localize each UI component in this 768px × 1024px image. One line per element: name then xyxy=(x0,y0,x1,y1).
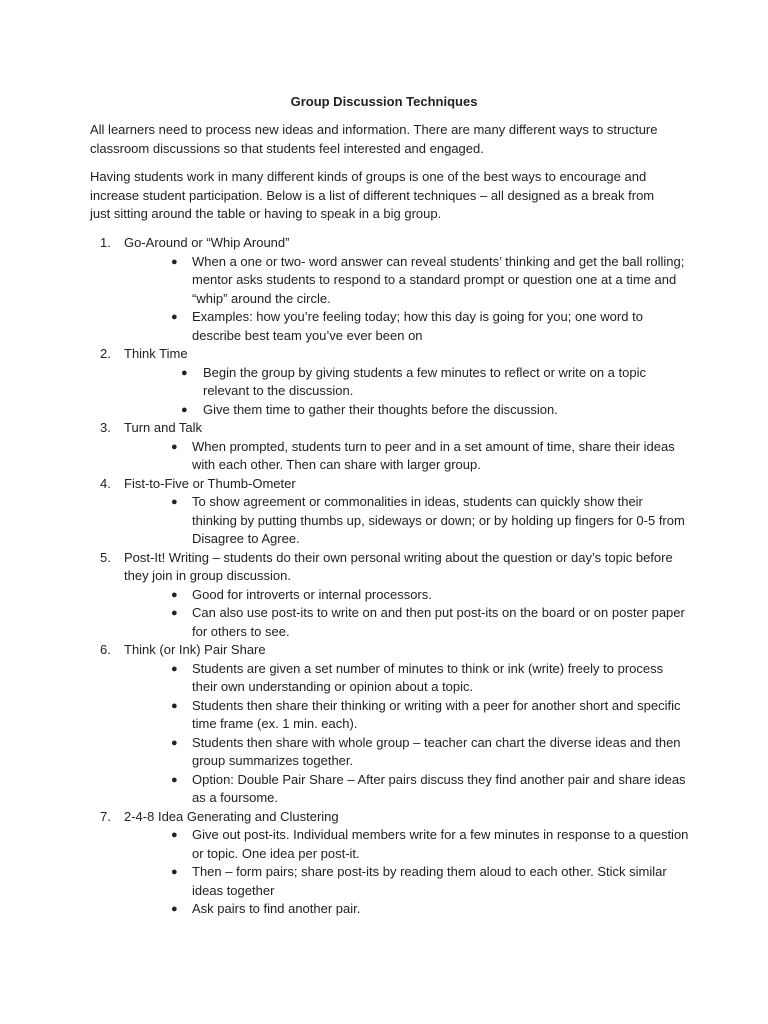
bullet-icon: ● xyxy=(171,588,178,601)
sub-list-item xyxy=(124,308,690,345)
bullet-icon: ● xyxy=(171,255,178,268)
item-label: Fist-to-Five or Thumb-Ometer xyxy=(124,475,296,491)
item-label: Think Time xyxy=(124,346,188,361)
sub-item-text: Students then share with whole group – teacher can chart the diverse ideas and then group summarizes together. xyxy=(192,734,681,768)
sub-item-text: To show agreement or commonalities in ideas, students can quickly show their thinking by putting thumbs up, sideways or down; or by holding up fingers for 0-5 from Disagree to Agree. xyxy=(192,494,685,546)
list-item xyxy=(90,419,690,475)
sub-list xyxy=(124,826,690,919)
sub-list-item xyxy=(124,697,690,734)
document-title: Group Discussion Techniques xyxy=(290,94,478,109)
techniques-list xyxy=(90,234,690,919)
sub-list-item xyxy=(124,586,690,605)
sub-list-item xyxy=(124,826,690,863)
list-item xyxy=(90,549,690,642)
sub-item-text: Option: Double Pair Share – After pairs discuss they find another pair and share ideas as a foursome. xyxy=(192,771,686,805)
item-number: 4. xyxy=(100,475,111,491)
item-number: 3. xyxy=(100,420,111,435)
sub-list-item xyxy=(124,253,690,309)
list-item xyxy=(90,641,690,808)
sub-list-item xyxy=(124,771,690,808)
sub-list-item xyxy=(124,364,690,401)
sub-list xyxy=(124,253,690,346)
item-label: Go-Around or “Whip Around” xyxy=(124,235,290,250)
sub-item-text: Give them time to gather their thoughts before the discussion. xyxy=(203,401,558,417)
item-number: 5. xyxy=(100,549,111,565)
list-item xyxy=(90,808,690,919)
bullet-icon: ● xyxy=(171,773,178,786)
sub-list-item xyxy=(124,401,690,420)
item-label: Post-It! Writing – students do their own personal writing about the question or day’s topic before they join in group discussion. xyxy=(124,549,673,583)
sub-list-item xyxy=(124,863,690,900)
bullet-icon: ● xyxy=(171,662,178,675)
intro-paragraph-2: Having students work in many different kinds of groups is one of the best ways to encourage and increase student participation. Below is a list of different techniques – all designed as a break from just sitting around the table or having to speak in a big group. xyxy=(90,169,655,221)
sub-list-item xyxy=(124,900,690,919)
sub-item-text: When a one or two- word answer can reveal students’ thinking and get the ball rolling; mentor asks students to respond to a standard prompt or question one at a time and “whip” around the circle. xyxy=(192,253,685,306)
sub-list-item xyxy=(124,660,690,697)
intro-paragraph-1: All learners need to process new ideas and information. There are many different ways to structure classroom discussions so that students feel interested and engaged. xyxy=(90,122,658,156)
sub-item-text: Then – form pairs; share post-its by reading them aloud to each other. Stick similar ideas together xyxy=(192,864,667,898)
bullet-icon: ● xyxy=(181,403,188,416)
list-item xyxy=(90,475,690,549)
sub-list xyxy=(124,438,690,475)
bullet-icon: ● xyxy=(171,607,178,619)
sub-item-text: Good for introverts or internal processors. xyxy=(192,586,432,602)
sub-list-item xyxy=(124,438,690,475)
sub-list xyxy=(124,493,690,549)
item-number: 1. xyxy=(100,235,111,250)
item-label: Think (or Ink) Pair Share xyxy=(124,642,266,657)
item-label: Turn and Talk xyxy=(124,420,203,435)
sub-list xyxy=(124,364,690,420)
bullet-icon: ● xyxy=(171,829,178,841)
bullet-icon: ● xyxy=(171,699,178,712)
bullet-icon: ● xyxy=(171,903,178,915)
sub-list xyxy=(124,586,690,642)
item-number: 6. xyxy=(100,642,111,657)
sub-item-text: Can also use post-its to write on and then put post-its on the board or on poster paper for others to see. xyxy=(192,605,685,639)
item-label: 2-4-8 Idea Generating and Clustering xyxy=(124,808,339,824)
sub-item-text: Ask pairs to find another pair. xyxy=(192,901,361,916)
list-item xyxy=(90,345,690,419)
sub-item-text: Give out post-its. Individual members write for a few minutes in response to a question or topic. One idea per post-it. xyxy=(192,827,689,861)
sub-list-item xyxy=(124,493,690,549)
item-number: 7. xyxy=(100,808,111,824)
sub-item-text: Students are given a set number of minutes to think or ink (write) freely to process their own understanding or opinion about a topic. xyxy=(192,660,664,694)
sub-item-text: When prompted, students turn to peer and in a set amount of time, share their ideas with each other. Then can share with larger group. xyxy=(192,438,675,472)
sub-item-text: Begin the group by giving students a few minutes to reflect or write on a topic relevant to the discussion. xyxy=(203,364,646,398)
bullet-icon: ● xyxy=(171,496,178,508)
bullet-icon: ● xyxy=(181,366,188,379)
bullet-icon: ● xyxy=(171,440,178,453)
sub-list-item xyxy=(124,604,690,641)
sub-item-text: Examples: how you’re feeling today; how this day is going for you; one word to describe best team you’ve ever been on xyxy=(192,309,643,343)
bullet-icon: ● xyxy=(171,866,178,878)
bullet-icon: ● xyxy=(171,736,178,749)
sub-item-text: Students then share their thinking or writing with a peer for another short and specific time frame (ex. 1 min. each). xyxy=(192,697,681,731)
sub-list xyxy=(124,660,690,808)
bullet-icon: ● xyxy=(171,311,178,323)
item-number: 2. xyxy=(100,346,111,361)
list-item xyxy=(90,234,690,345)
sub-list-item xyxy=(124,734,690,771)
